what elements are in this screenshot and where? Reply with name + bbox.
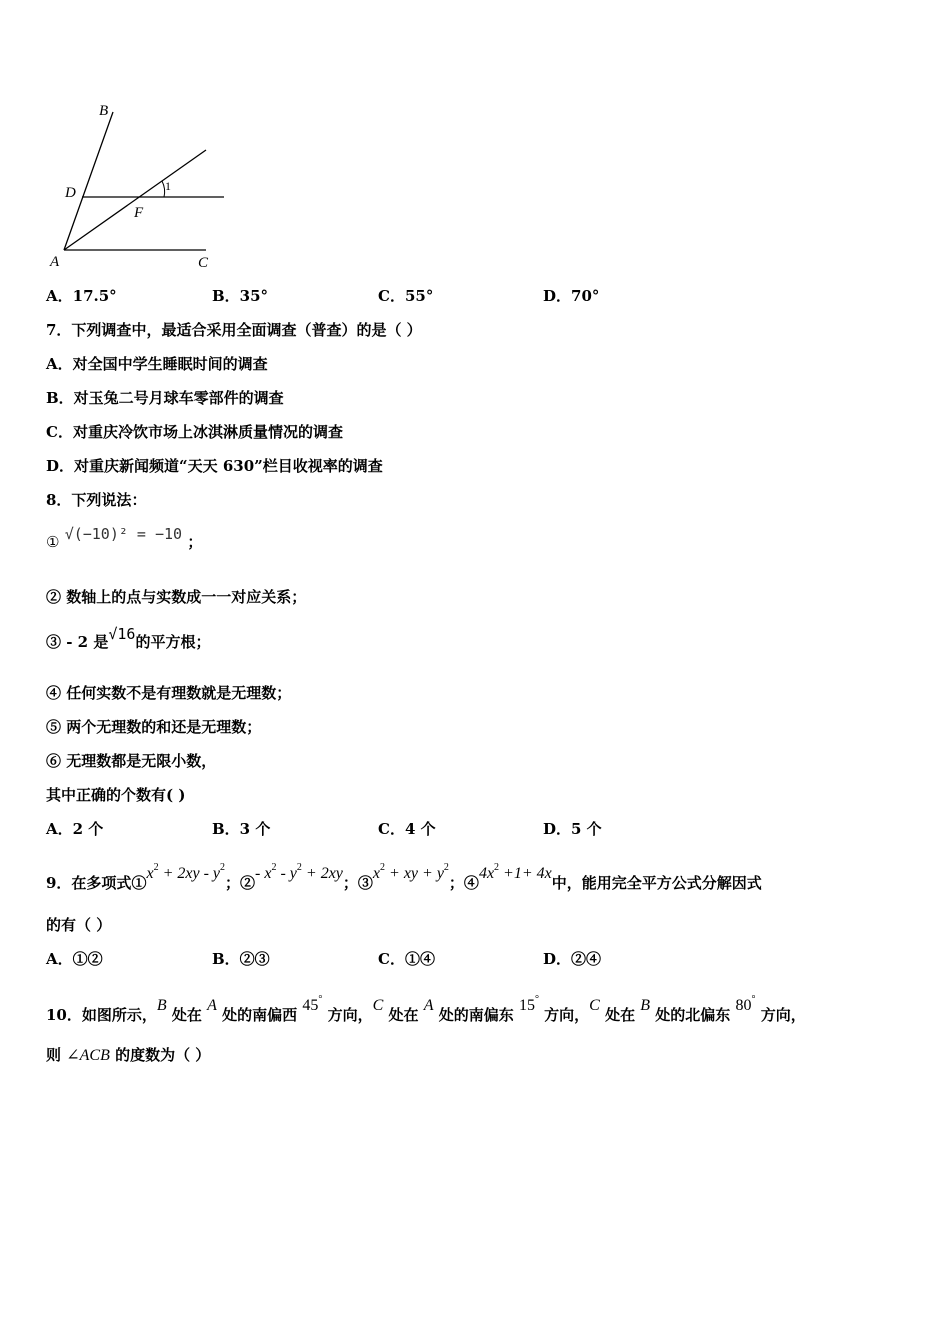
q7-option-c: C．对重庆冷饮市场上冰淇淋质量情况的调查 <box>46 423 343 441</box>
ray-AF <box>64 150 206 250</box>
q9-prefix: 9．在多项式① <box>46 874 147 892</box>
q9-option-d: D．②④ <box>543 950 602 968</box>
q9-line-2: 的有（ ） <box>46 916 112 934</box>
q8-s3-pre: ③ - 2 是 <box>46 633 109 651</box>
q9-poly-2: - $x^2 - y^2 + 2xy$ <box>255 862 343 882</box>
label-F: F <box>134 205 144 221</box>
label-C: C <box>198 255 209 271</box>
q10-line-2 <box>46 1044 210 1065</box>
q9-poly-3: $x^2$ + xy + $y^2$ <box>372 862 449 882</box>
q7-option-b: B．对玉兔二号月球车零部件的调查 <box>46 389 284 407</box>
q10-p5: 处在 <box>383 1006 424 1024</box>
q9-sep-2: ；③ <box>342 874 373 892</box>
q9-sep-3: ；④ <box>448 874 479 892</box>
q9-option-a: A．①② <box>46 950 103 968</box>
q8-s1-expression: √(−10)² = −10 <box>64 525 183 543</box>
q10-p8: 处在 <box>599 1006 641 1024</box>
q8-statement-2: ② 数轴上的点与实数成一一对应关系； <box>46 588 307 606</box>
q6-option-d: D．70° <box>543 287 600 305</box>
label-A: A <box>50 254 60 270</box>
q7-stem: 7．下列调查中，最适合采用全面调查（普查）的是（ ） <box>46 321 422 339</box>
q10-p1: 10．如图所示， <box>46 1006 157 1024</box>
q9-stem <box>46 862 762 893</box>
q7-option-a: A．对全国中学生睡眠时间的调查 <box>46 355 268 373</box>
q8-s1-num: ① <box>46 533 60 551</box>
q10-point-c1: C <box>372 997 384 1014</box>
q10-p9: 处的北偏东 <box>650 1006 736 1024</box>
q8-stem: 8．下列说法： <box>46 491 147 509</box>
label-1: 1 <box>165 179 171 193</box>
q8-question: 其中正确的个数有( ) <box>46 786 186 804</box>
q10-p7: 方向， <box>538 1006 590 1024</box>
q8-statement-6: ⑥ 无理数都是无限小数， <box>46 752 217 770</box>
q10-point-b2: B <box>640 997 651 1014</box>
q9-sep-1: ；② <box>225 874 256 892</box>
q9-poly-1: $x^2 + 2xy - y^2$ <box>146 862 225 882</box>
q8-statement-4: ④ 任何实数不是有理数就是无理数； <box>46 684 292 702</box>
q10-angle-45: 45° <box>302 994 323 1014</box>
q10-stem <box>46 994 806 1025</box>
q8-statement-5: ⑤ 两个无理数的和还是无理数； <box>46 718 262 736</box>
q9-option-b: B．②③ <box>212 950 270 968</box>
q10-p6: 处的南偏东 <box>433 1006 519 1024</box>
q10-point-c2: C <box>589 997 600 1014</box>
q8-s3-expression: √16 <box>108 625 136 643</box>
q9-option-c: C．①④ <box>378 950 435 968</box>
q10-angle-acb: ∠ACB <box>66 1047 110 1064</box>
q9-poly-4: $4x^2 +1+ 4x$ <box>478 862 552 882</box>
ray-AB <box>64 112 113 250</box>
q10-angle-80: 80° <box>735 994 756 1014</box>
q6-option-b: B．35° <box>212 287 269 305</box>
q8-s3-post: 的平方根； <box>135 633 211 651</box>
q8-option-a: A．2 个 <box>46 820 104 838</box>
q10-l2-post: 的度数为（ ） <box>109 1046 211 1064</box>
q10-p3: 处的南偏西 <box>216 1006 303 1024</box>
q8-s1-end: ； <box>187 533 203 551</box>
q8-statement-3 <box>46 625 210 652</box>
q9-suffix: 中，能用完全平方公式分解因式 <box>551 874 762 892</box>
q10-point-a2: A <box>423 997 434 1014</box>
q10-point-a1: A <box>207 997 217 1014</box>
q7-option-d: D．对重庆新闻频道“天天 630”栏目收视率的调查 <box>46 457 383 475</box>
q6-option-a: A．17.5° <box>46 287 117 305</box>
q10-angle-15: 15° <box>518 994 539 1014</box>
q8-option-d: D．5 个 <box>543 820 602 838</box>
q6-option-c: C．55° <box>378 287 434 305</box>
q10-l2-pre: 则 <box>46 1046 67 1064</box>
q10-p4: 方向， <box>322 1006 373 1024</box>
q8-statement-1 <box>46 525 202 552</box>
label-D: D <box>65 185 76 201</box>
q10-p10: 方向， <box>755 1006 806 1024</box>
q10-p2: 处在 <box>166 1006 208 1024</box>
q8-option-c: C．4 个 <box>378 820 436 838</box>
label-B: B <box>99 103 109 119</box>
q8-option-b: B．3 个 <box>212 820 271 838</box>
q10-point-b1: B <box>156 997 167 1014</box>
geometry-figure <box>40 95 240 275</box>
